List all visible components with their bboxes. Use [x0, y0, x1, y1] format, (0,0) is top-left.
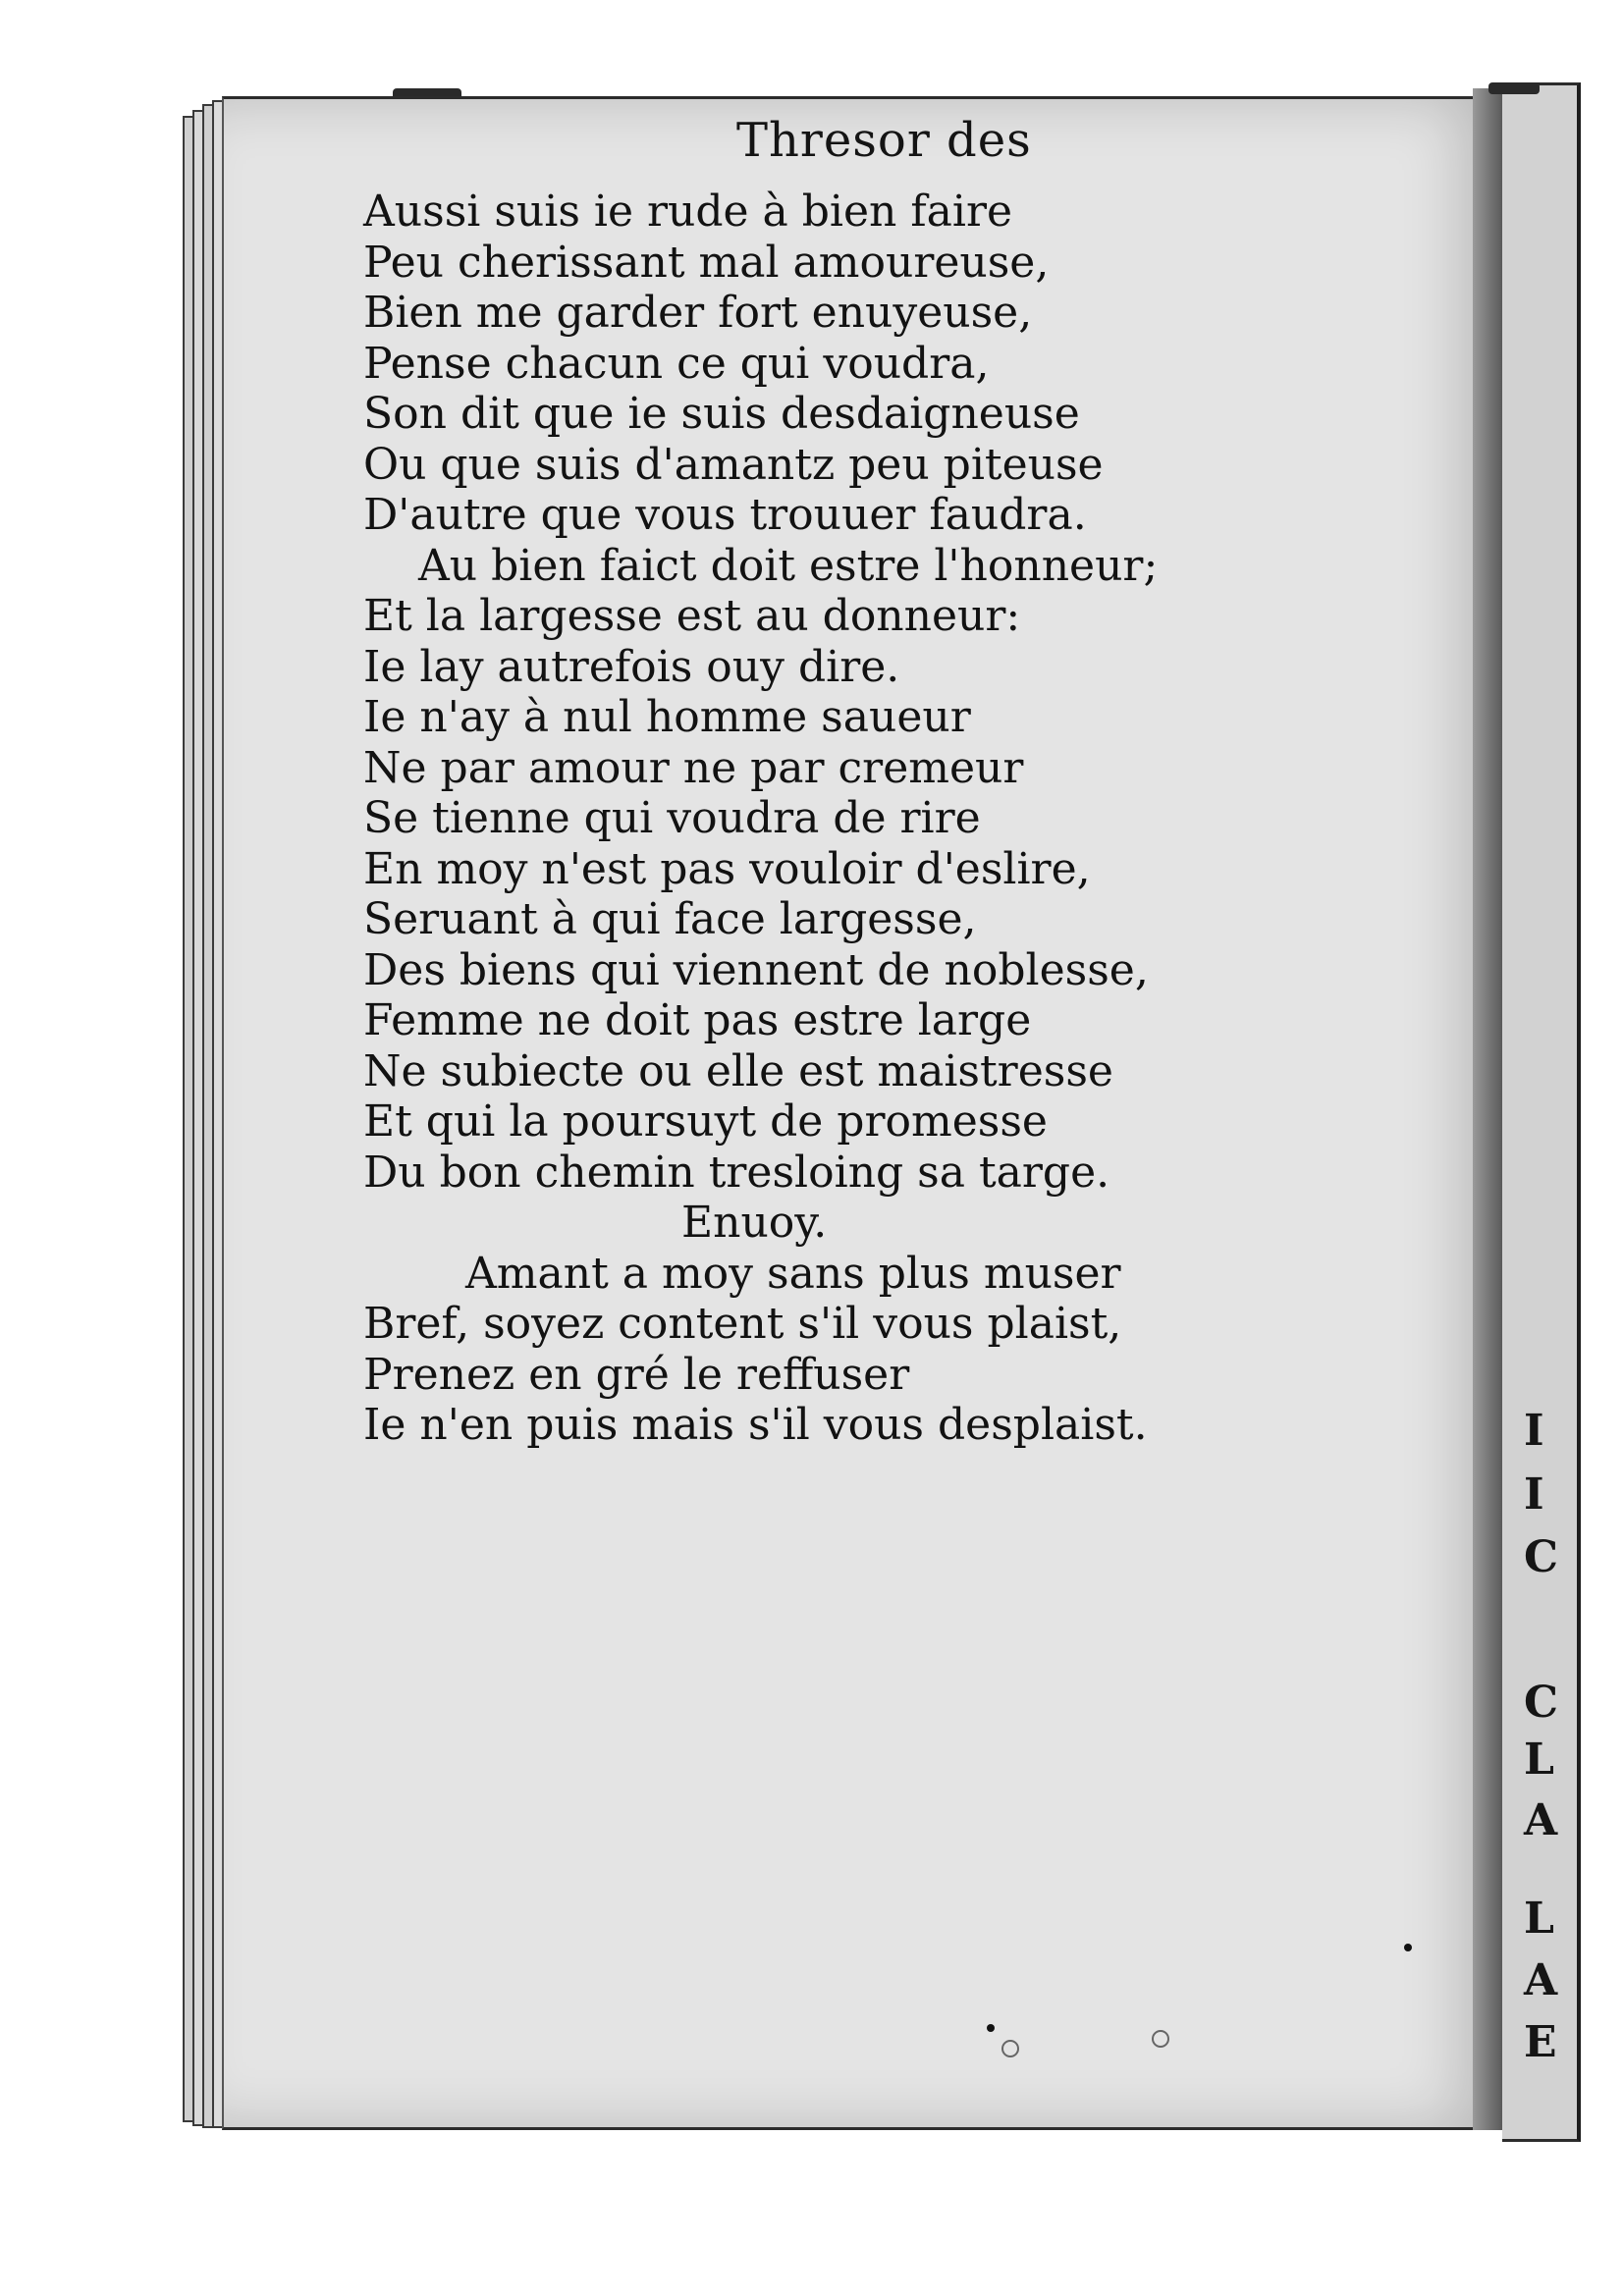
verse-line: Prenez en gré le reffuser [363, 1349, 910, 1400]
verse-line: Ie lay autrefois ouy dire. [363, 641, 900, 692]
book-gutter [1473, 88, 1502, 2130]
verse-line: Son dit que ie suis desdaigneuse [363, 389, 1080, 439]
verse-line: Ie n'ay à nul homme saueur [363, 692, 971, 742]
verse-block [363, 187, 1443, 1451]
facing-page-letter: A [1524, 1795, 1558, 1845]
facing-page-edge [1502, 82, 1581, 2142]
verse-line: D'autre que vous trouuer faudra. [363, 490, 1087, 540]
verse-line: Ie n'en puis mais s'il vous desplaist. [363, 1400, 1148, 1450]
facing-page-letter: L [1524, 1894, 1554, 1944]
ink-speck [987, 2024, 995, 2032]
ink-speck [1404, 1944, 1412, 1951]
verse-line: Peu cherissant mal amoureuse, [363, 237, 1050, 288]
paper-blemish [1152, 2030, 1169, 2048]
facing-page-letter: C [1524, 1678, 1559, 1728]
page-clip [1488, 82, 1540, 94]
verse-line: Ou que suis d'amantz peu piteuse [363, 439, 1104, 490]
section-heading: Enuoy. [681, 1198, 828, 1248]
verse-line: Ne par amour ne par cremeur [363, 742, 1024, 793]
verse-line: Aussi suis ie rude à bien faire [363, 187, 1013, 237]
verse-line: Des biens qui viennent de noblesse, [363, 944, 1149, 995]
verse-line: Pense chacun ce qui voudra, [363, 338, 990, 389]
verse-line: Bien me garder fort enuyeuse, [363, 288, 1033, 338]
verse-line: Se tienne qui voudra de rire [363, 793, 981, 843]
verse-line: Bref, soyez content s'il vous plaist, [363, 1299, 1122, 1349]
verse-line: Et la largesse est au donneur: [363, 591, 1021, 641]
facing-page-letter: I [1524, 1469, 1544, 1520]
verse-line: Au bien faict doit estre l'honneur; [418, 540, 1159, 591]
running-head: Thresor des [736, 113, 1032, 168]
facing-page-letter: A [1524, 1955, 1558, 2005]
verse-line: Du bon chemin tresloing sa targe. [363, 1147, 1110, 1198]
verse-line: Seruant à qui face largesse, [363, 894, 977, 944]
facing-page-letter: E [1524, 2017, 1557, 2067]
facing-page-letter: I [1524, 1406, 1544, 1456]
verse-line: Femme ne doit pas estre large [363, 995, 1032, 1045]
facing-page-letter: C [1524, 1532, 1559, 1582]
paper-blemish [1001, 2040, 1019, 2057]
facing-page-letter: L [1524, 1735, 1554, 1785]
verse-line: Et qui la poursuyt de promesse [363, 1096, 1048, 1147]
verse-line: En moy n'est pas vouloir d'eslire, [363, 843, 1091, 894]
verse-line: Amant a moy sans plus muser [465, 1248, 1121, 1299]
verse-line: Ne subiecte ou elle est maistresse [363, 1045, 1113, 1096]
